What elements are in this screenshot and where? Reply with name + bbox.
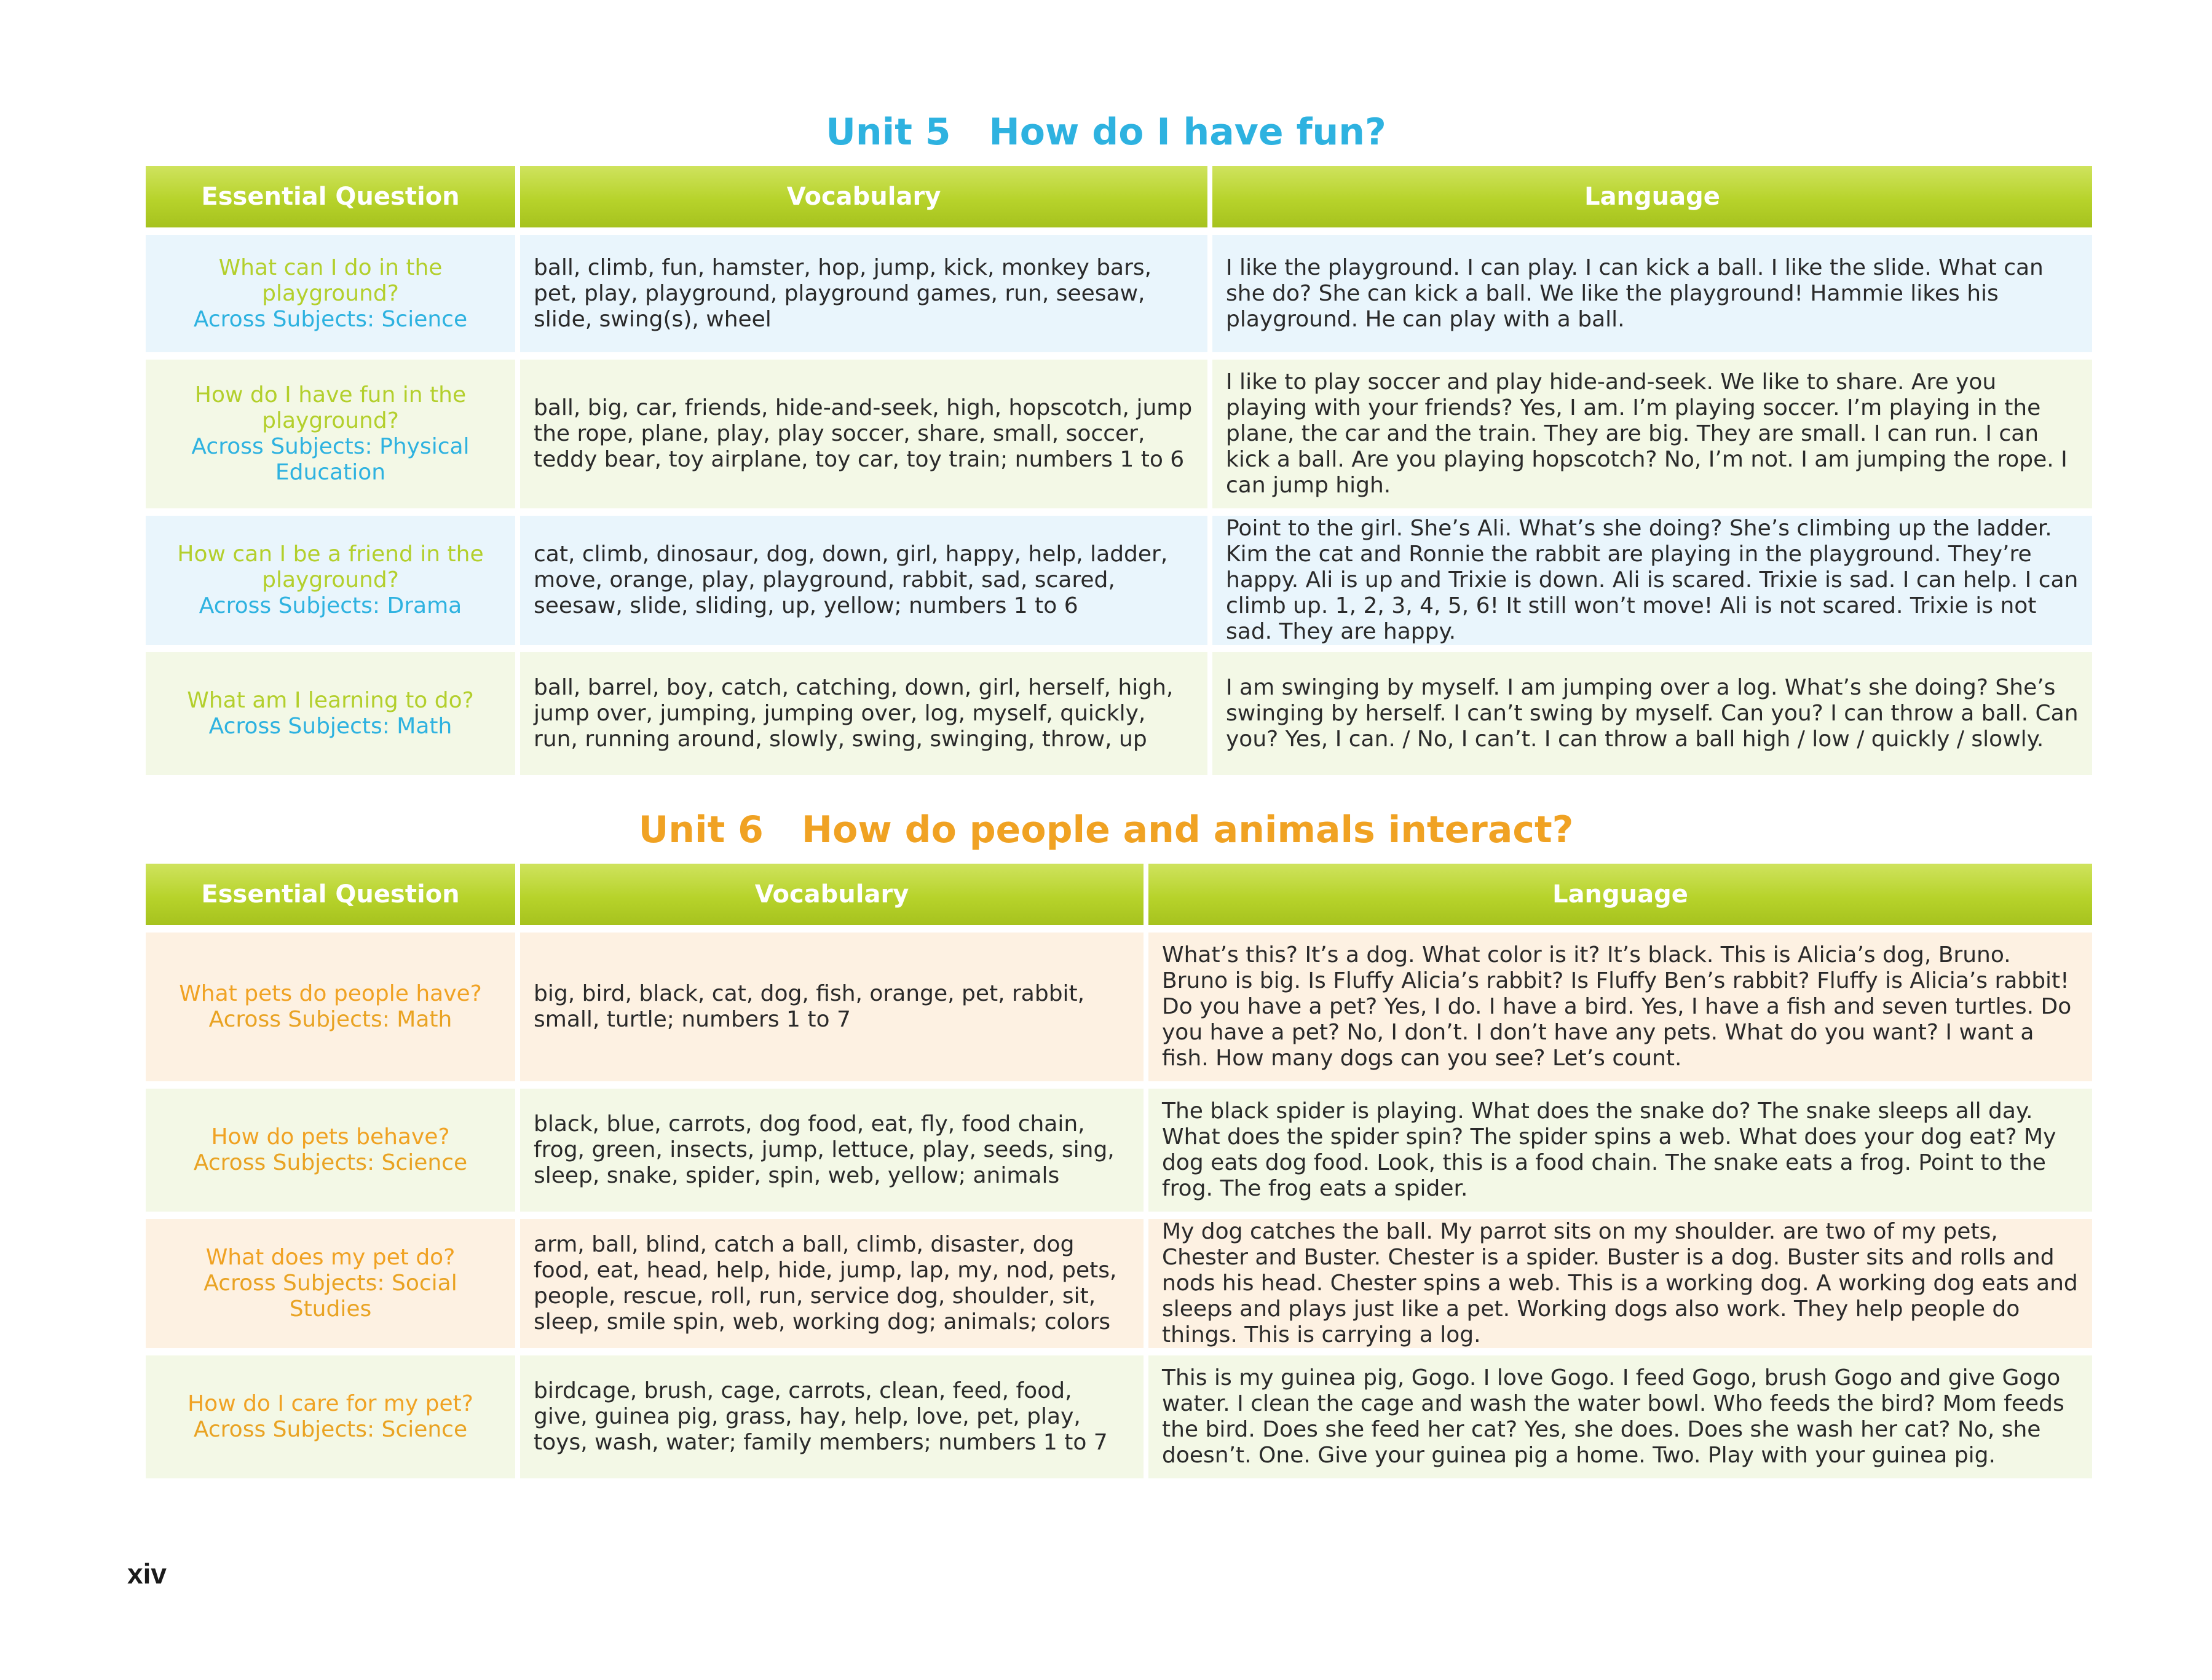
essential-question: How do pets behave?	[211, 1124, 450, 1150]
vocabulary-cell: ball, climb, fun, hamster, hop, jump, kick, monkey bars, pet, play, playground, playground games, run, seesaw, slide, swing(s), wheel	[520, 235, 1207, 360]
unit5-number: Unit 5	[826, 111, 951, 154]
language-cell: What’s this? It’s a dog. What color is it? It’s black. This is Alicia’s dog, Bruno. Bruno is big. Is Fluffy Alicia’s rabbit? Is Fluffy Ben’s rabbit? Fluffy is Alicia’s rabbit! Do you have a pet? Yes, I do. I have a bird. Yes, I have a fish and seven turtles. Do you have a pet? No, I don’t. I don’t have any pets. What do you want? I want a fish. How many dogs can you see? Let’s count.	[1148, 933, 2092, 1089]
vocabulary-cell: black, blue, carrots, dog food, eat, fly, food chain, frog, green, insects, jump, lettuce, play, seeds, sing, sleep, snake, spider, spin, web, yellow; animals	[520, 1089, 1144, 1219]
unit6-title	[0, 805, 2212, 854]
essential-question: What pets do people have?	[179, 981, 482, 1006]
unit6-table	[141, 864, 2097, 1486]
unit5-header-row	[146, 166, 2092, 235]
language-cell: My dog catches the ball. My parrot sits on my shoulder. are two of my pets, Chester and Buster. Chester is a spider. Buster is a dog. Buster sits and rolls and nods his head. Chester spins a web. This is a working dog. A working dog eats and sleeps and plays just like a pet. Working dogs also work. They help people do things. This is carrying a log.	[1148, 1219, 2092, 1355]
essential-question-cell	[146, 652, 515, 783]
essential-question-cell	[146, 1219, 515, 1355]
essential-question: How do I care for my pet?	[188, 1391, 473, 1416]
vocabulary-cell: arm, ball, blind, catch a ball, climb, disaster, dog food, eat, head, help, hide, jump, lap, my, nod, pets, people, rescue, roll, run, service dog, shoulder, sit, sleep, smile spin, web, working dog; animals; colors	[520, 1219, 1144, 1355]
essential-question: How do I have fun in the playground?	[194, 382, 467, 433]
essential-question-cell	[146, 516, 515, 652]
across-subjects: Across Subjects: Social Studies	[203, 1271, 457, 1322]
vocabulary-cell: ball, big, car, friends, hide-and-seek, high, hopscotch, jump the rope, plane, play, play soccer, share, small, soccer, teddy bear, toy airplane, toy car, toy train; numbers 1 to 6	[520, 360, 1207, 516]
language-cell: I like to play soccer and play hide-and-seek. We like to share. Are you playing with your friends? Yes, I am. I’m playing soccer. I’m playing in the plane, the car and the train. They are big. They are small. I can run. I can kick a ball. Are you playing hopscotch? No, I’m not. I am jumping the rope. I can jump high.	[1212, 360, 2092, 516]
across-subjects: Across Subjects: Math	[208, 1007, 452, 1032]
essential-question-cell	[146, 235, 515, 360]
vocabulary-cell: cat, climb, dinosaur, dog, down, girl, happy, help, ladder, move, orange, play, playground, rabbit, sad, scared, seesaw, slide, sliding, up, yellow; numbers 1 to 6	[520, 516, 1207, 652]
table-row	[146, 933, 2092, 1089]
across-subjects: Across Subjects: Drama	[199, 593, 462, 618]
vocabulary-cell: ball, barrel, boy, catch, catching, down, girl, herself, high, jump over, jumping, jumping over, log, myself, quickly, run, running around, slowly, swing, swinging, throw, up	[520, 652, 1207, 783]
unit5-table	[141, 166, 2097, 783]
language-cell: Point to the girl. She’s Ali. What’s she doing? She’s climbing up the ladder. Kim the cat and Ronnie the rabbit are playing in the playground. They’re happy. Ali is up and Trixie is down. Ali is scared. Trixie is sad. I can help. I can climb up. 1, 2, 3, 4, 5, 6! It still won’t move! Ali is not scared. Trixie is not sad. They are happy.	[1212, 516, 2092, 652]
language-header: Language	[1212, 166, 2092, 235]
table-row	[146, 1089, 2092, 1219]
vocabulary-header: Vocabulary	[520, 166, 1207, 235]
unit6-title-text: How do people and animals interact?	[801, 808, 1574, 851]
vocabulary-cell: big, bird, black, cat, dog, fish, orange, pet, rabbit, small, turtle; numbers 1 to 7	[520, 933, 1144, 1089]
unit6-header-row	[146, 864, 2092, 933]
table-row	[146, 235, 2092, 360]
table-row	[146, 360, 2092, 516]
essential-question-cell	[146, 1355, 515, 1486]
vocabulary-cell: birdcage, brush, cage, carrots, clean, feed, food, give, guinea pig, grass, hay, help, love, pet, play, toys, wash, water; family members; numbers 1 to 7	[520, 1355, 1144, 1486]
essential-question: What can I do in the playground?	[218, 254, 443, 306]
language-header: Language	[1148, 864, 2092, 933]
unit5-title-text: How do I have fun?	[989, 111, 1386, 154]
essential-question-cell	[146, 360, 515, 516]
across-subjects: Across Subjects: Math	[208, 714, 452, 739]
language-cell: I like the playground. I can play. I can kick a ball. I like the slide. What can she do? She can kick a ball. We like the playground! Hammie likes his playground. He can play with a ball.	[1212, 235, 2092, 360]
language-cell: The black spider is playing. What does the snake do? The snake sleeps all day. What does the spider spin? The spider spins a web. What does your dog eat? My dog eats dog food. Look, this is a food chain. The snake eats a frog. Point to the frog. The frog eats a spider.	[1148, 1089, 2092, 1219]
across-subjects: Across Subjects: Science	[193, 1150, 468, 1175]
unit5-title	[0, 108, 2212, 157]
page-number: xiv	[127, 1558, 167, 1590]
across-subjects: Across Subjects: Science	[193, 306, 468, 332]
essential-question-cell	[146, 933, 515, 1089]
across-subjects: Across Subjects: Physical Education	[191, 434, 470, 485]
unit6-number: Unit 6	[638, 808, 764, 851]
table-row	[146, 516, 2092, 652]
language-cell: I am swinging by myself. I am jumping over a log. What’s she doing? She’s swinging by herself. I can’t swing by myself. Can you? I can throw a ball. Can you? Yes, I can. / No, I can’t. I can throw a ball high / low / quickly / slowly.	[1212, 652, 2092, 783]
table-row	[146, 1219, 2092, 1355]
essential-question: What does my pet do?	[205, 1245, 456, 1270]
essential-question-cell	[146, 1089, 515, 1219]
vocabulary-header: Vocabulary	[520, 864, 1144, 933]
essential-question: What am I learning to do?	[187, 688, 474, 713]
table-row	[146, 652, 2092, 783]
essential-question-header: Essential Question	[146, 166, 515, 235]
table-row	[146, 1355, 2092, 1486]
across-subjects: Across Subjects: Science	[193, 1417, 468, 1442]
language-cell: This is my guinea pig, Gogo. I love Gogo. I feed Gogo, brush Gogo and give Gogo water. I clean the cage and wash the water bowl. Who feeds the bird? Mom feeds the bird. Does she feed her cat? Yes, she does. Does she wash her cat? No, she doesn’t. One. Give your guinea pig a home. Two. Play with your guinea pig.	[1148, 1355, 2092, 1486]
essential-question: How can I be a friend in the playground?	[177, 542, 484, 593]
essential-question-header: Essential Question	[146, 864, 515, 933]
